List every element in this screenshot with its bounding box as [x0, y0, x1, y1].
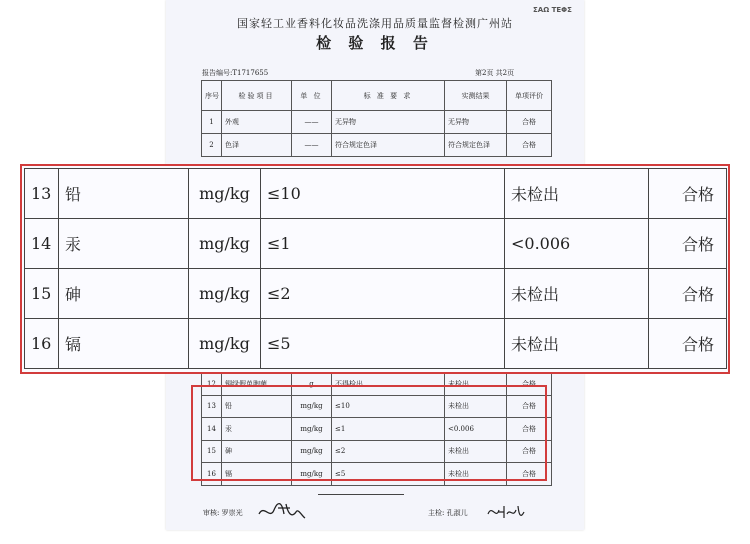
- cell-standard: 不得检出: [332, 373, 445, 396]
- cell-item: 汞: [222, 418, 292, 441]
- cell-unit: mg/kg: [189, 219, 261, 269]
- institution-name: 国家轻工业香料化妆品洗涤用品质量监督检测广州站: [237, 17, 513, 30]
- report-title: 检 验 报 告: [316, 34, 434, 52]
- cell-index: 2: [202, 134, 222, 157]
- cell-unit: mg/kg: [292, 418, 332, 441]
- report-number: 报告编号:T1717655: [202, 69, 269, 77]
- column-header: 标 准 要 求: [332, 81, 445, 111]
- cell-standard: ≤2: [261, 269, 505, 319]
- cell-index: 15: [202, 440, 222, 463]
- cell-unit: g: [292, 373, 332, 396]
- column-header: 单 位: [292, 81, 332, 111]
- cell-standard: ≤5: [332, 463, 445, 486]
- column-header: 实测结果: [445, 81, 507, 111]
- cell-index: 13: [202, 395, 222, 418]
- cell-unit: mg/kg: [292, 463, 332, 486]
- cell-standard: 无异物: [332, 111, 445, 134]
- cell-evaluation: 合格: [507, 373, 552, 396]
- table-row: [202, 111, 552, 134]
- highlight-box-small: [191, 385, 547, 481]
- cell-result: 未检出: [505, 319, 649, 369]
- cell-index: 13: [25, 169, 59, 219]
- table-row: [25, 219, 727, 269]
- cell-standard: ≤2: [332, 440, 445, 463]
- zoomed-results-table: [24, 168, 727, 369]
- column-header: 检验项目: [222, 81, 292, 111]
- cell-evaluation: 合格: [507, 463, 552, 486]
- reviewer-label: 审核: 罗崇光: [203, 509, 243, 517]
- table-row: [25, 169, 727, 219]
- cell-item: 铅: [59, 169, 189, 219]
- cell-evaluation: 合格: [649, 319, 727, 369]
- cell-result: 符合规定色泽: [445, 134, 507, 157]
- inspector-signature: [486, 502, 526, 522]
- cell-index: 14: [202, 418, 222, 441]
- cell-unit: ——: [292, 134, 332, 157]
- cell-evaluation: 合格: [507, 111, 552, 134]
- table-header-row: [202, 81, 552, 111]
- cell-unit: mg/kg: [189, 319, 261, 369]
- cell-result: 未检出: [445, 463, 507, 486]
- cell-result: <0.006: [505, 219, 649, 269]
- cell-standard: ≤1: [332, 418, 445, 441]
- cell-index: 1: [202, 111, 222, 134]
- cell-standard: ≤10: [332, 395, 445, 418]
- cell-item: 外观: [222, 111, 292, 134]
- table-row: [25, 319, 727, 369]
- results-table-top: [201, 80, 552, 157]
- divider-line: [318, 494, 404, 495]
- cell-evaluation: 合格: [649, 169, 727, 219]
- cell-result: <0.006: [445, 418, 507, 441]
- cell-evaluation: 合格: [507, 395, 552, 418]
- corner-stamp-text: ΣΑΩ ΤΕΦΣ: [533, 6, 572, 14]
- cell-item: 铜绿假单胞菌: [222, 373, 292, 396]
- table-row: [202, 134, 552, 157]
- cell-standard: ≤5: [261, 319, 505, 369]
- column-header: 序号: [202, 81, 222, 111]
- cell-unit: mg/kg: [292, 440, 332, 463]
- cell-item: 铅: [222, 395, 292, 418]
- table-row: [25, 269, 727, 319]
- cell-evaluation: 合格: [507, 440, 552, 463]
- cell-index: 16: [25, 319, 59, 369]
- cell-result: 未检出: [505, 269, 649, 319]
- cell-result: 未检出: [505, 169, 649, 219]
- page-indicator: 第2页 共2页: [475, 69, 515, 77]
- cell-unit: mg/kg: [189, 269, 261, 319]
- cell-index: 16: [202, 463, 222, 486]
- cell-standard: ≤1: [261, 219, 505, 269]
- reviewer-signature: [256, 500, 308, 524]
- cell-item: 汞: [59, 219, 189, 269]
- cell-item: 镉: [222, 463, 292, 486]
- column-header: 单项评价: [507, 81, 552, 111]
- cell-standard: 符合规定色泽: [332, 134, 445, 157]
- cell-item: 色泽: [222, 134, 292, 157]
- cell-item: 砷: [59, 269, 189, 319]
- cell-unit: mg/kg: [189, 169, 261, 219]
- cell-standard: ≤10: [261, 169, 505, 219]
- cell-evaluation: 合格: [507, 418, 552, 441]
- cell-result: 无异物: [445, 111, 507, 134]
- cell-result: 未检出: [445, 395, 507, 418]
- inspector-label: 主检: 孔淑儿: [428, 509, 468, 517]
- cell-item: 镉: [59, 319, 189, 369]
- cell-item: 砷: [222, 440, 292, 463]
- cell-evaluation: 合格: [649, 219, 727, 269]
- cell-index: 12: [202, 373, 222, 396]
- cell-result: 未检出: [445, 440, 507, 463]
- cell-unit: ——: [292, 111, 332, 134]
- cell-evaluation: 合格: [507, 134, 552, 157]
- cell-index: 15: [25, 269, 59, 319]
- cell-evaluation: 合格: [649, 269, 727, 319]
- cell-unit: mg/kg: [292, 395, 332, 418]
- cell-index: 14: [25, 219, 59, 269]
- cell-result: 未检出: [445, 373, 507, 396]
